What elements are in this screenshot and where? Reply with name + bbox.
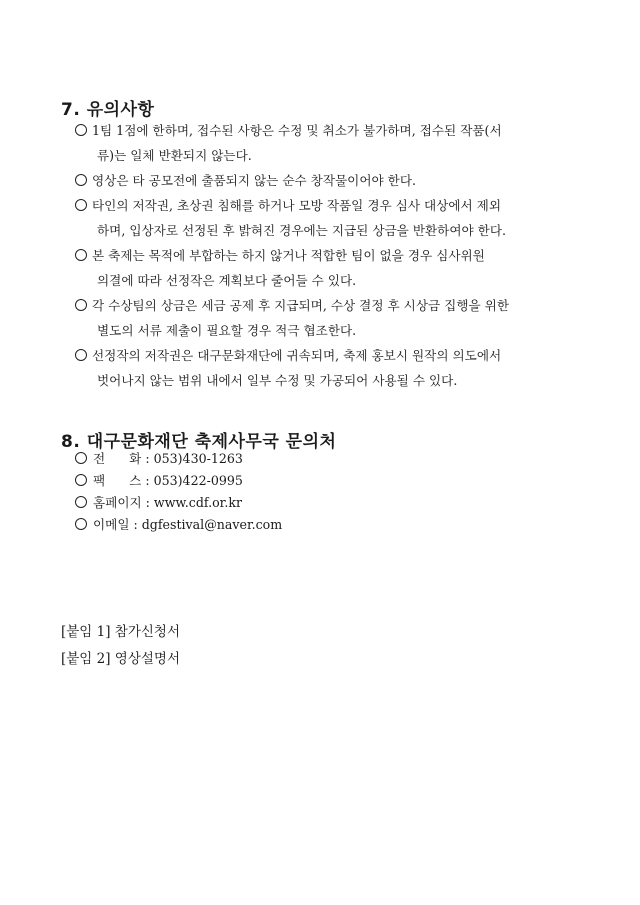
circle-bullet-icon bbox=[75, 518, 87, 530]
circle-bullet-icon bbox=[75, 124, 87, 136]
notice-item: 선정작의 저작권은 대구문화재단에 귀속되며, 축제 홍보시 원작의 의도에서 벗어나지 않는 범위 내에서 일부 수정 및 가공되어 사용될 수 있다. bbox=[75, 343, 585, 393]
notice-item: 1팀 1점에 한하며, 접수된 사항은 수정 및 취소가 불가하며, 접수된 작품(서 류)는 일체 반환되지 않는다. bbox=[75, 118, 585, 168]
contact-email: 이메일 : dgfestival@naver.com bbox=[75, 514, 282, 536]
notice-item: 각 수상팀의 상금은 세금 공제 후 지급되며, 수상 결정 후 시상금 집행을 위한 별도의 서류 제출이 필요할 경우 적극 협조한다. bbox=[75, 293, 585, 343]
circle-bullet-icon bbox=[75, 174, 87, 186]
email-link[interactable]: dgfestival@naver.com bbox=[141, 517, 283, 532]
circle-bullet-icon bbox=[75, 249, 87, 261]
contact-fax: 팩 스 : 053)422-0995 bbox=[75, 470, 243, 492]
section-7-title: 7. 유의사항 bbox=[61, 100, 155, 120]
circle-bullet-icon bbox=[75, 299, 87, 311]
notice-item: 타인의 저작권, 초상권 침해를 하거나 모방 작품일 경우 심사 대상에서 제외 하며, 입상자로 선정된 후 밝혀진 경우에는 지급된 상금을 반환하여야 한다. bbox=[75, 193, 585, 243]
contact-homepage: 홈페이지 : www.cdf.or.kr bbox=[75, 492, 242, 514]
circle-bullet-icon bbox=[75, 349, 87, 361]
circle-bullet-icon bbox=[75, 199, 87, 211]
homepage-link[interactable]: www.cdf.or.kr bbox=[153, 495, 242, 510]
attachment-2: [붙임 2] 영상설명서 bbox=[61, 651, 180, 667]
attachment-1: [붙임 1] 참가신청서 bbox=[61, 624, 180, 640]
notice-item: 영상은 타 공모전에 출품되지 않는 순수 창작물이어야 한다. bbox=[75, 168, 585, 193]
circle-bullet-icon bbox=[75, 496, 87, 508]
section-8-title: 8. 대구문화재단 축제사무국 문의처 bbox=[61, 432, 337, 452]
circle-bullet-icon bbox=[75, 474, 87, 486]
contact-phone: 전 화 : 053)430-1263 bbox=[75, 448, 243, 470]
circle-bullet-icon bbox=[75, 452, 87, 464]
notice-item: 본 축제는 목적에 부합하는 하지 않거나 적합한 팀이 없을 경우 심사위원 의결에 따라 선정작은 계획보다 줄어들 수 있다. bbox=[75, 243, 585, 293]
